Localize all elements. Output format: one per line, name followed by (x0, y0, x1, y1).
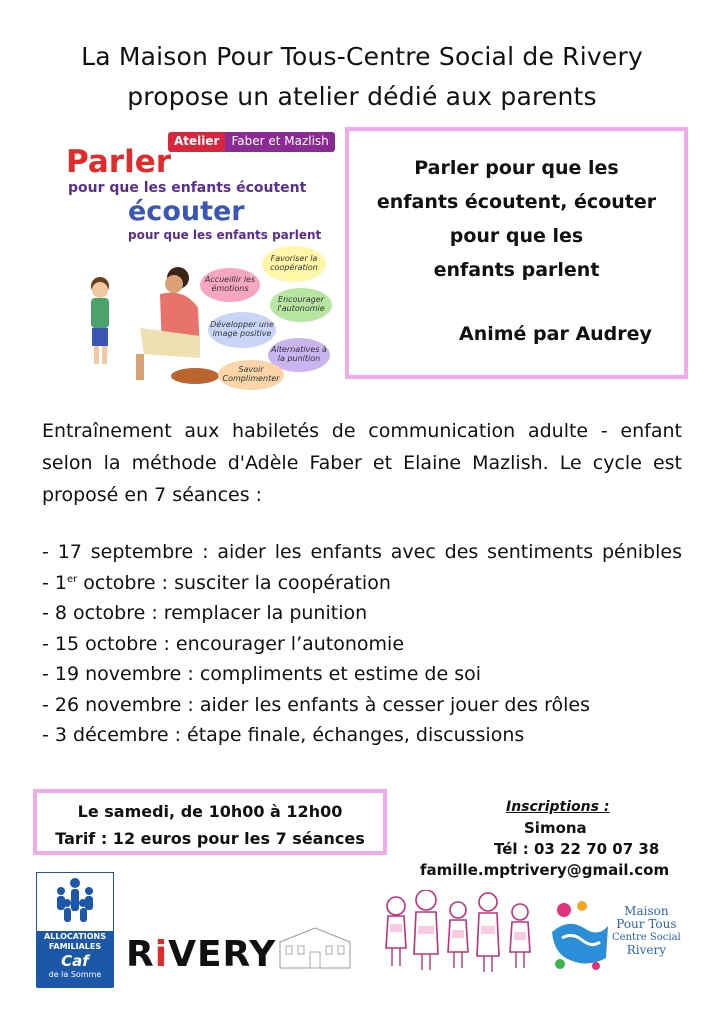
workshop-title-line: enfants écoutent, écouter (376, 191, 657, 213)
session-item: - 17 septembre : aider les enfants avec des sentiments pénibles (42, 541, 682, 563)
bubble-alternatives: Alternatives à la punition (268, 338, 330, 372)
session-item: - 3 décembre : étape finale, échanges, discussions (42, 724, 525, 746)
workshop-title-line: enfants parlent (433, 259, 600, 281)
workshop-title (349, 151, 684, 287)
session-schedule (42, 537, 682, 751)
contact-name: Simona (524, 819, 587, 837)
cover-subtitle-2: pour que les enfants parlent (128, 228, 322, 242)
animated-by: Animé par Audrey (459, 323, 652, 345)
bubble-favoriser: Favoriser la coopération (262, 246, 326, 282)
bubble-developper: Développer une image positive (208, 312, 276, 348)
cover-subtitle-1: pour que les enfants écoutent (68, 180, 307, 196)
bubble-complimenter: Savoir Complimenter (218, 360, 284, 390)
contact-phone: Tél : 03 22 70 07 38 (494, 840, 660, 858)
rivery-logo: RiVERY (126, 934, 277, 975)
caf-logo (36, 872, 114, 988)
session-item: - 15 octobre : encourager l’autonomie (42, 632, 405, 655)
session-item: - 19 novembre : compliments et estime de soi (42, 663, 482, 685)
cover-tag (168, 132, 335, 152)
children-illustration (382, 890, 542, 974)
date-price-box (33, 789, 387, 855)
session-item: - 26 novembre : aider les enfants à cesser jouer des rôles (42, 693, 590, 716)
maison-pour-tous-logo-text: Maison Pour Tous Centre Social Rivery (612, 904, 681, 957)
cover-tag-authors: Faber et Mazlish (225, 132, 334, 152)
session-item: - 8 octobre : remplacer la punition (42, 602, 368, 624)
price: Tarif : 12 euros pour les 7 séances (55, 829, 365, 848)
cover-title-ecouter: écouter (128, 196, 245, 227)
intro-paragraph: Entraînement aux habiletés de communication adulte - enfant selon la méthode d'Adèle Faber et Elaine Mazlish. Le cycle est proposé en 7 séances : (42, 420, 682, 506)
bubble-encourager: Encourager l'autonomie (270, 288, 332, 322)
maison-pour-tous-logo-mark (548, 898, 618, 974)
caf-logo-emblem (36, 872, 114, 932)
town-hall-icon (278, 924, 352, 970)
cover-tag-atelier: Atelier (168, 132, 225, 152)
bubble-accueillir: Accueillir les émotions (200, 268, 260, 302)
workshop-title-box (345, 127, 688, 379)
workshop-title-line: Parler pour que les (414, 157, 619, 179)
cover-title-parler: Parler (66, 144, 172, 180)
registration-title: Inscriptions : (506, 799, 610, 815)
book-cover-image (40, 128, 336, 400)
page-subtitle: propose un atelier dédié aux parents (127, 82, 597, 111)
workshop-title-line: pour que les (449, 225, 584, 247)
family-icon (37, 873, 113, 931)
page-title: La Maison Pour Tous-Centre Social de Rivery (81, 42, 643, 71)
contact-email: famille.mptrivery@gmail.com (420, 861, 670, 879)
session-time: Le samedi, de 10h00 à 12h00 (77, 802, 343, 821)
caf-logo-text: ALLOCATIONS FAMILIALES Caf de la Somme (43, 932, 107, 979)
registration-info (420, 797, 690, 881)
session-item: - 1er octobre : susciter la coopération (42, 571, 391, 594)
